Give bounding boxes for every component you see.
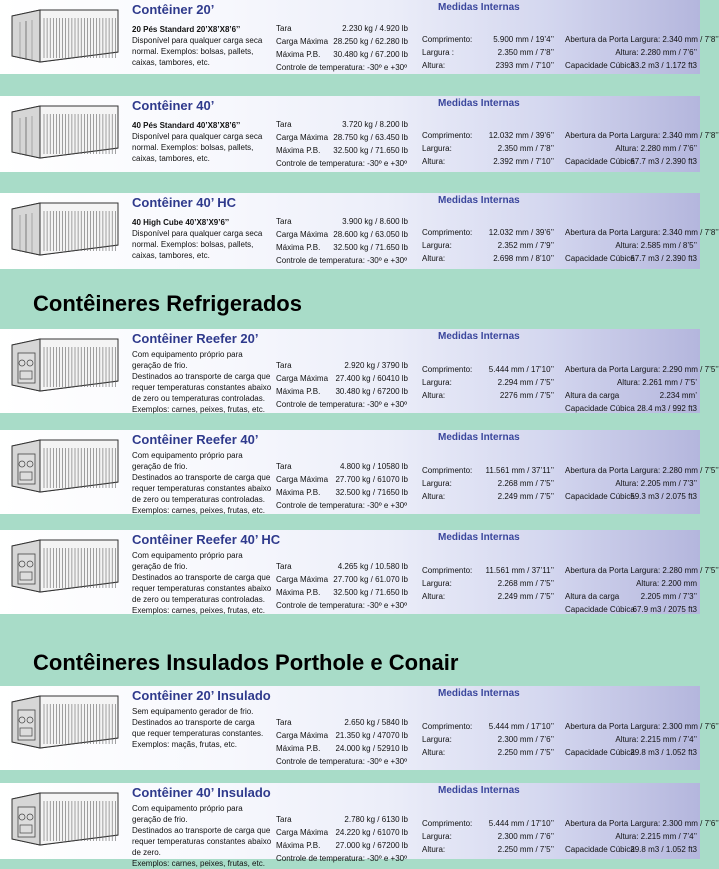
spec-value: 2.920 kg / 3790 lb (344, 361, 408, 370)
spec-row (422, 46, 554, 59)
container-title: Contêiner 40’ (132, 98, 215, 113)
container-title: Contêiner 20’ Insulado (132, 688, 271, 703)
spec-label: Tara (276, 562, 292, 571)
spec-label: Máxima P.B. (276, 588, 321, 597)
dimensions-column (422, 363, 554, 402)
dimensions-column (422, 464, 554, 503)
door-capacity-column (565, 226, 719, 265)
spec-label: Carga Máxima (276, 37, 329, 46)
spec-column (276, 22, 408, 74)
spec-row (276, 560, 408, 573)
container-description-block (132, 120, 272, 164)
spec-row (422, 590, 554, 603)
spec-label: Comprimento: (422, 566, 473, 575)
spec-value: 2.392 mm / 7’10’’ (493, 157, 554, 166)
dimensions-column (422, 564, 554, 603)
spec-value: 11.561 mm / 37’11’’ (485, 466, 554, 475)
spec-label: Controle de temperatura: -30º e +30º (276, 159, 408, 168)
spec-label: Carga Máxima (276, 374, 329, 383)
spec-value: 2.300 mm / 7’6’’ (497, 832, 554, 841)
spec-row (276, 852, 408, 865)
spec-value: 32.500 kg / 71.650 lb (333, 146, 408, 155)
spec-value: 2.249 mm / 7’5’’ (497, 492, 554, 501)
spec-row (565, 376, 697, 389)
spec-value: Altura: 2.205 mm / 7’3’’ (615, 479, 697, 488)
spec-label: Capacidade Cúbica (565, 605, 635, 614)
spec-row (422, 577, 554, 590)
spec-label: Máxima P.B. (276, 387, 321, 396)
spec-value: 4.800 kg / 10580 lb (339, 462, 408, 471)
spec-label: Controle de temperatura: -30º e +30º (276, 757, 408, 766)
spec-row (422, 830, 554, 843)
spec-value: 2.268 mm / 7’5’’ (497, 479, 554, 488)
medidas-internas-heading: Medidas Internas (438, 195, 520, 206)
spec-row (565, 843, 697, 856)
spec-label: Comprimento: (422, 722, 473, 731)
container-description: Disponível para qualquer carga seca normal. Exemplos: bolsas, pallets, caixas, tambores, etc. (132, 36, 263, 67)
spec-value: 27.700 kg / 61070 lb (335, 475, 408, 484)
spec-row (565, 590, 697, 603)
spec-column (276, 215, 408, 267)
container-description: Com equipamento próprio para geração de frio. Destinados ao transporte de carga que requer temperaturas constantes abaixo de zero ou temperaturas controladas. Exemplos: carnes, peixes, frutas, etc. (132, 451, 272, 515)
container-card (0, 430, 719, 515)
dimensions-column (422, 817, 554, 856)
spec-value: 67.7 m3 / 2.390 ft3 (630, 157, 697, 166)
container-description: Disponível para qualquer carga seca normal. Exemplos: bolsas, pallets, caixas, tambores, etc. (132, 132, 263, 163)
spec-row (565, 490, 697, 503)
spec-label: Capacidade Cúbica (565, 748, 635, 757)
spec-value: 29.8 m3 / 1.052 ft3 (630, 748, 697, 757)
spec-row (276, 826, 408, 839)
spec-row (276, 473, 408, 486)
door-capacity-column (565, 363, 719, 415)
spec-row (565, 464, 719, 477)
spec-label: Carga Máxima (276, 575, 329, 584)
container-icon (10, 6, 120, 64)
spec-value: 2.780 kg / 6130 lb (344, 815, 408, 824)
spec-value: Altura: 2.280 mm / 7’6’’ (615, 144, 697, 153)
spec-label: Máxima P.B. (276, 243, 321, 252)
spec-row (422, 226, 554, 239)
spec-label: Controle de temperatura: -30º e +30º (276, 256, 408, 265)
spec-value: 2.250 mm / 7’5’’ (497, 845, 554, 854)
spec-row (422, 389, 554, 402)
spec-value: 2.268 mm / 7’5’’ (497, 579, 554, 588)
container-title: Contêiner 40’ HC (132, 195, 237, 210)
container-title: Contêiner Reefer 40’ (132, 432, 259, 447)
spec-row (422, 59, 554, 72)
spec-row (565, 817, 719, 830)
spec-row (422, 129, 554, 142)
spec-label: Capacidade Cúbica (565, 404, 635, 413)
spec-value: 28.600 kg / 63.050 lb (333, 230, 408, 239)
spec-row (565, 239, 697, 252)
spec-label: Largura: (422, 378, 452, 387)
spec-row (422, 720, 554, 733)
spec-label: Abertura da Porta Largura: 2.280 mm / 7’5’’ (565, 466, 719, 475)
container-description-block (132, 803, 272, 869)
spec-row (276, 359, 408, 372)
container-title: Contêiner 20’ (132, 2, 215, 17)
spec-row (565, 252, 697, 265)
container-title: Contêiner Reefer 20’ (132, 331, 259, 346)
spec-row (276, 385, 408, 398)
spec-label: Controle de temperatura: -30º e +30º (276, 63, 408, 72)
container-icon (10, 199, 120, 257)
spec-label: Comprimento: (422, 819, 473, 828)
container-title: Contêiner Reefer 40’ HC (132, 532, 281, 547)
container-description-block (132, 24, 272, 68)
spec-label: Controle de temperatura: -30º e +30º (276, 400, 408, 409)
spec-value: 5.444 mm / 17’10’’ (488, 819, 554, 828)
spec-row (276, 813, 408, 826)
spec-row (422, 477, 554, 490)
container-icon (10, 335, 120, 393)
spec-label: Largura: (422, 479, 452, 488)
dimensions-column (422, 226, 554, 265)
medidas-internas-heading: Medidas Internas (438, 785, 520, 796)
container-icon (10, 536, 120, 594)
spec-row (276, 48, 408, 61)
medidas-internas-heading: Medidas Internas (438, 688, 520, 699)
spec-value: 59.3 m3 / 2.075 ft3 (630, 492, 697, 501)
spec-row (422, 363, 554, 376)
medidas-internas-heading: Medidas Internas (438, 98, 520, 109)
spec-label: Comprimento: (422, 228, 473, 237)
spec-value: 5.444 mm / 17’10’’ (488, 365, 554, 374)
spec-value: Altura: 2.200 mm (636, 579, 697, 588)
spec-label: Carga Máxima (276, 230, 329, 239)
medidas-internas-heading: Medidas Internas (438, 432, 520, 443)
spec-row (276, 499, 408, 512)
spec-label: Carga Máxima (276, 828, 329, 837)
spec-label: Largura: (422, 579, 452, 588)
spec-row (565, 402, 697, 415)
spec-label: Altura da carga (565, 391, 620, 400)
spec-row (276, 254, 408, 267)
container-description-block (132, 217, 272, 261)
spec-row (565, 746, 697, 759)
spec-row (422, 376, 554, 389)
spec-label: Máxima P.B. (276, 50, 321, 59)
container-icon (10, 789, 120, 847)
spec-value: 24.220 kg / 61070 lb (335, 828, 408, 837)
spec-label: Altura da carga (565, 592, 620, 601)
container-card (0, 530, 719, 615)
spec-value: 27.400 kg / 60410 lb (335, 374, 408, 383)
spec-value: 2.350 mm / 7’8’’ (497, 144, 554, 153)
spec-value: 28.4 m3 / 992 ft3 (636, 404, 697, 413)
spec-row (565, 59, 697, 72)
spec-row (565, 577, 697, 590)
container-icon (10, 102, 120, 160)
spec-label: Comprimento: (422, 365, 473, 374)
spec-row (422, 490, 554, 503)
spec-label: Máxima P.B. (276, 841, 321, 850)
spec-label: Altura: (422, 61, 446, 70)
spec-value: 2.698 mm / 8’10’’ (493, 254, 554, 263)
container-card (0, 96, 719, 172)
spec-value: 2.205 mm / 7’3’’ (640, 592, 697, 601)
spec-row (276, 131, 408, 144)
section-title-refrigerated: Contêineres Refrigerados (33, 291, 302, 316)
spec-label: Largura : (422, 48, 455, 57)
spec-label: Tara (276, 462, 292, 471)
dimensions-column (422, 33, 554, 72)
spec-row (422, 252, 554, 265)
spec-value: 12.032 mm / 39’6’’ (488, 131, 554, 140)
door-capacity-column (565, 564, 719, 616)
spec-value: 29.8 m3 / 1.052 ft3 (630, 845, 697, 854)
spec-value: 2.230 kg / 4.920 lb (342, 24, 408, 33)
spec-value: 30.480 kg / 67200 lb (335, 387, 408, 396)
spec-row (422, 746, 554, 759)
spec-row (276, 599, 408, 612)
spec-value: 67.7 m3 / 2.390 ft3 (630, 254, 697, 263)
spec-label: Carga Máxima (276, 731, 329, 740)
container-card (0, 329, 719, 414)
spec-row (422, 33, 554, 46)
spec-value: 2.249 mm / 7’5’’ (497, 592, 554, 601)
spec-label: Controle de temperatura: -30º e +30º (276, 501, 408, 510)
spec-value: 2393 mm / 7’10’’ (495, 61, 554, 70)
spec-value: 28.250 kg / 62.280 lb (333, 37, 408, 46)
spec-value: 4.265 kg / 10.580 lb (337, 562, 408, 571)
spec-label: Comprimento: (422, 35, 473, 44)
spec-value: 24.000 kg / 52910 lb (335, 744, 408, 753)
container-icon (10, 436, 120, 494)
spec-label: Altura: (422, 845, 446, 854)
spec-value: 28.750 kg / 63.450 lb (333, 133, 408, 142)
spec-value: 3.720 kg / 8.200 lb (342, 120, 408, 129)
spec-value: 2.352 mm / 7’9’’ (497, 241, 554, 250)
spec-column (276, 716, 408, 768)
spec-row (276, 22, 408, 35)
spec-label: Largura: (422, 241, 452, 250)
spec-value: 27.000 kg / 67200 lb (335, 841, 408, 850)
spec-label: Comprimento: (422, 466, 473, 475)
spec-row (422, 564, 554, 577)
spec-label: Máxima P.B. (276, 488, 321, 497)
spec-row (565, 155, 697, 168)
spec-label: Controle de temperatura: -30º e +30º (276, 854, 408, 863)
door-capacity-column (565, 817, 719, 856)
spec-value: 11.561 mm / 37’11’’ (485, 566, 554, 575)
spec-row (565, 720, 719, 733)
spec-value: 32.500 kg / 71650 lb (335, 488, 408, 497)
spec-label: Largura: (422, 144, 452, 153)
spec-value: Altura: 2.215 mm / 7’4’’ (615, 832, 697, 841)
container-description: Com equipamento próprio para geração de frio. Destinados ao transporte de carga que requer temperaturas constantes abaixo de zero ou temperaturas controladas. Exemplos: carnes, peixes, frutas, etc. (132, 350, 272, 414)
spec-label: Comprimento: (422, 131, 473, 140)
spec-row (276, 586, 408, 599)
container-description-block (132, 349, 272, 415)
spec-value: 27.700 kg / 61.070 lb (333, 575, 408, 584)
container-description-block (132, 450, 272, 516)
spec-row (276, 144, 408, 157)
spec-row (565, 830, 697, 843)
spec-value: 32.500 kg / 71.650 lb (333, 588, 408, 597)
spec-value: 12.032 mm / 39’6’’ (488, 228, 554, 237)
container-icon (10, 692, 120, 750)
spec-row (276, 755, 408, 768)
spec-row (276, 716, 408, 729)
spec-label: Tara (276, 120, 292, 129)
container-card (0, 0, 719, 74)
spec-value: 2.234 mm’ (659, 391, 697, 400)
spec-label: Controle de temperatura: -30º e +30º (276, 601, 408, 610)
spec-row (422, 142, 554, 155)
spec-row (565, 389, 697, 402)
spec-row (276, 228, 408, 241)
spec-label: Tara (276, 217, 292, 226)
spec-row (565, 363, 719, 376)
spec-label: Abertura da Porta Largura: 2.300 mm / 7’6’’ (565, 819, 719, 828)
spec-label: Máxima P.B. (276, 146, 321, 155)
spec-value: Altura: 2.280 mm / 7’6’’ (615, 48, 697, 57)
spec-row (276, 157, 408, 170)
container-description: Sem equipamento gerador de frio. Destinados ao transporte de carga que requer temperaturas constantes. Exemplos: maçãs, frutas, etc. (132, 707, 264, 749)
spec-label: Carga Máxima (276, 475, 329, 484)
spec-row (276, 215, 408, 228)
medidas-internas-heading: Medidas Internas (438, 532, 520, 543)
container-description: Com equipamento próprio para geração de frio. Destinados ao transporte de carga que requer temperaturas constantes abaixo de zero. Exemplos: carnes, peixes, frutas, etc. (132, 804, 272, 868)
spec-label: Altura: (422, 748, 446, 757)
spec-row (276, 241, 408, 254)
spec-column (276, 460, 408, 512)
spec-label: Abertura da Porta Largura: 2.340 mm / 7’8’’ (565, 35, 719, 44)
spec-row (565, 129, 719, 142)
dimensions-column (422, 129, 554, 168)
spec-value: 2276 mm / 7’5’’ (499, 391, 554, 400)
spec-label: Tara (276, 361, 292, 370)
container-subtitle: 40 Pés Standard 40’X8’X8’6’’ (132, 121, 241, 130)
spec-row (422, 155, 554, 168)
spec-label: Tara (276, 718, 292, 727)
spec-row (565, 226, 719, 239)
spec-value: 3.900 kg / 8.600 lb (342, 217, 408, 226)
spec-value: 2.350 mm / 7’8’’ (497, 48, 554, 57)
spec-label: Abertura da Porta Largura: 2.300 mm / 7’6’’ (565, 722, 719, 731)
spec-row (565, 564, 719, 577)
spec-value: 67.9 m3 / 2075 ft3 (632, 605, 697, 614)
spec-label: Abertura da Porta Largura: 2.280 mm / 7’5’’ (565, 566, 719, 575)
spec-column (276, 118, 408, 170)
spec-label: Altura: (422, 592, 446, 601)
medidas-internas-heading: Medidas Internas (438, 331, 520, 342)
door-capacity-column (565, 464, 719, 503)
spec-column (276, 359, 408, 411)
spec-row (276, 118, 408, 131)
container-subtitle: 20 Pés Standard 20’X8’X8’6’’ (132, 25, 241, 34)
spec-row (565, 477, 697, 490)
spec-label: Abertura da Porta Largura: 2.290 mm / 7’5’’ (565, 365, 719, 374)
spec-label: Máxima P.B. (276, 744, 321, 753)
spec-value: 5.444 mm / 17’10’’ (488, 722, 554, 731)
spec-row (276, 839, 408, 852)
spec-label: Carga Máxima (276, 133, 329, 142)
spec-row (565, 46, 697, 59)
spec-row (565, 33, 719, 46)
spec-label: Altura: (422, 157, 446, 166)
container-description: Com equipamento próprio para geração de frio. Destinados ao transporte de carga que requer temperaturas constantes abaixo de zero ou temperaturas controladas. Exemplos: carnes, peixes, frutas, etc. (132, 551, 272, 615)
spec-row (565, 733, 697, 746)
spec-label: Capacidade Cúbica (565, 845, 635, 854)
spec-row (276, 460, 408, 473)
spec-row (422, 843, 554, 856)
spec-label: Capacidade Cúbica (565, 61, 635, 70)
spec-label: Abertura da Porta Largura: 2.340 mm / 7’8’’ (565, 131, 719, 140)
spec-value: 33.2 m3 / 1.172 ft3 (630, 61, 697, 70)
spec-value: 2.250 mm / 7’5’’ (497, 748, 554, 757)
spec-label: Capacidade Cúbica (565, 492, 635, 501)
spec-row (422, 464, 554, 477)
spec-label: Largura: (422, 735, 452, 744)
spec-value: 2.650 kg / 5840 lb (344, 718, 408, 727)
spec-label: Altura: (422, 391, 446, 400)
container-description-block (132, 706, 272, 750)
spec-column (276, 813, 408, 865)
spec-row (276, 742, 408, 755)
spec-row (422, 733, 554, 746)
spec-value: 30.480 kg / 67.200 lb (333, 50, 408, 59)
spec-row (276, 486, 408, 499)
spec-label: Abertura da Porta Largura: 2.340 mm / 7’8’’ (565, 228, 719, 237)
medidas-internas-heading: Medidas Internas (438, 2, 520, 13)
dimensions-column (422, 720, 554, 759)
spec-label: Tara (276, 24, 292, 33)
section-title-insulated: Contêineres Insulados Porthole e Conair (33, 650, 459, 675)
container-card (0, 686, 719, 770)
spec-value: Altura: 2.215 mm / 7’4’’ (615, 735, 697, 744)
door-capacity-column (565, 720, 719, 759)
spec-value: Altura: 2.585 mm / 8’5’’ (615, 241, 697, 250)
spec-value: 5.900 mm / 19’4’’ (493, 35, 554, 44)
spec-value: 21.350 kg / 47070 lb (335, 731, 408, 740)
spec-value: Altura: 2.261 mm / 7’5’ (616, 378, 697, 387)
spec-row (276, 398, 408, 411)
spec-label: Altura: (422, 254, 446, 263)
spec-value: 32.500 kg / 71.650 lb (333, 243, 408, 252)
container-description: Disponível para qualquer carga seca normal. Exemplos: bolsas, pallets, caixas, tambores, etc. (132, 229, 263, 260)
spec-label: Tara (276, 815, 292, 824)
spec-row (565, 142, 697, 155)
spec-row (276, 61, 408, 74)
spec-row (276, 729, 408, 742)
container-card (0, 783, 719, 868)
spec-row (276, 372, 408, 385)
spec-label: Capacidade Cúbica (565, 157, 635, 166)
spec-row (276, 573, 408, 586)
container-card (0, 193, 719, 269)
container-description-block (132, 550, 272, 616)
spec-label: Capacidade Cúbica (565, 254, 635, 263)
spec-row (565, 603, 697, 616)
spec-row (422, 817, 554, 830)
door-capacity-column (565, 129, 719, 168)
spec-row (276, 35, 408, 48)
spec-label: Largura: (422, 832, 452, 841)
spec-label: Altura: (422, 492, 446, 501)
container-title: Contêiner 40’ Insulado (132, 785, 271, 800)
spec-column (276, 560, 408, 612)
container-subtitle: 40 High Cube 40’X8’X9’6’’ (132, 218, 230, 227)
spec-value: 2.300 mm / 7’6’’ (497, 735, 554, 744)
spec-value: 2.294 mm / 7’5’’ (497, 378, 554, 387)
spec-row (422, 239, 554, 252)
door-capacity-column (565, 33, 719, 72)
